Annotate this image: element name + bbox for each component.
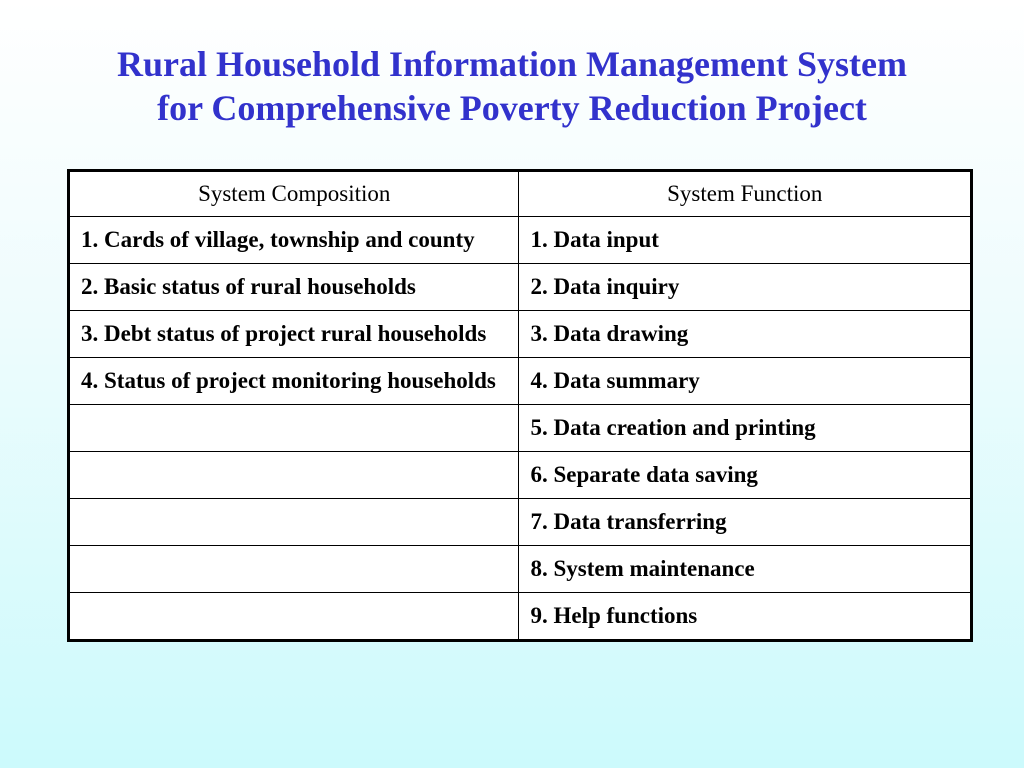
composition-cell	[69, 546, 519, 593]
composition-cell	[69, 405, 519, 452]
table-row	[69, 546, 972, 593]
composition-cell: 4. Status of project monitoring households	[69, 358, 519, 405]
header-system-function: System Function	[519, 171, 972, 217]
composition-cell	[69, 593, 519, 641]
function-cell: 2. Data inquiry	[519, 264, 972, 311]
function-cell: 9. Help functions	[519, 593, 972, 641]
composition-cell	[69, 452, 519, 499]
title-line-1: Rural Household Information Management System	[117, 44, 907, 84]
system-table	[67, 169, 973, 642]
table-row	[69, 264, 972, 311]
table-row	[69, 593, 972, 641]
table-row	[69, 499, 972, 546]
table-row	[69, 311, 972, 358]
table-row	[69, 405, 972, 452]
table-header-row	[69, 171, 972, 217]
title-line-2: for Comprehensive Poverty Reduction Project	[157, 88, 867, 128]
function-cell: 7. Data transferring	[519, 499, 972, 546]
table-row	[69, 217, 972, 264]
table-row	[69, 358, 972, 405]
function-cell: 6. Separate data saving	[519, 452, 972, 499]
function-cell: 5. Data creation and printing	[519, 405, 972, 452]
page-title	[0, 42, 1024, 130]
composition-cell: 2. Basic status of rural households	[69, 264, 519, 311]
function-cell: 1. Data input	[519, 217, 972, 264]
function-cell: 8. System maintenance	[519, 546, 972, 593]
composition-cell: 1. Cards of village, township and county	[69, 217, 519, 264]
header-system-composition: System Composition	[69, 171, 519, 217]
table-row	[69, 452, 972, 499]
function-cell: 4. Data summary	[519, 358, 972, 405]
composition-cell	[69, 499, 519, 546]
function-cell: 3. Data drawing	[519, 311, 972, 358]
composition-cell: 3. Debt status of project rural households	[69, 311, 519, 358]
